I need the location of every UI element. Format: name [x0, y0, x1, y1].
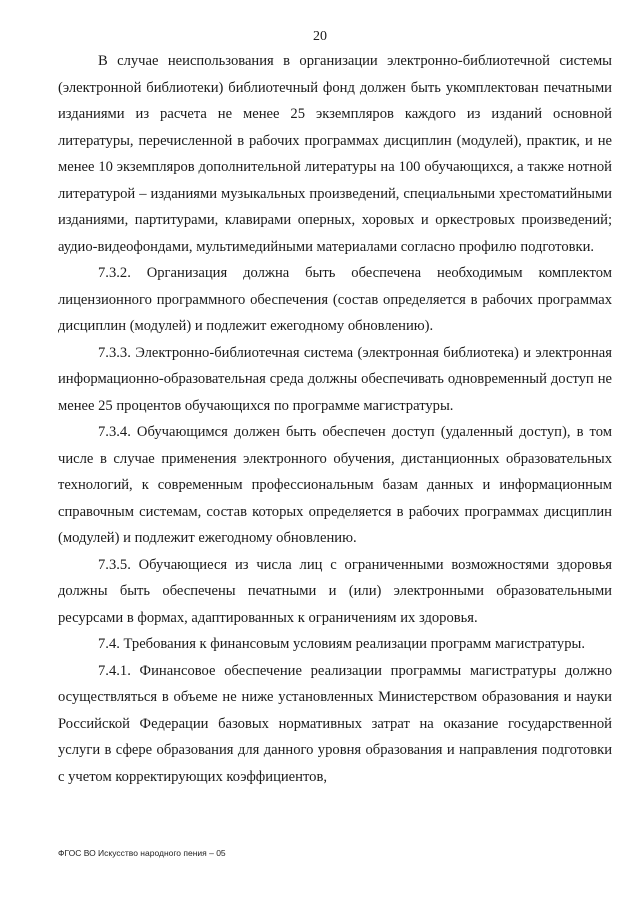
- paragraph-library-fund: В случае неиспользования в организации электронно-библиотечной системы (электронной библиотеки) библиотечный фонд должен быть укомплектован печатными изданиями из расчета не менее 25 экземпляров каждого из изданий основной литературы, перечисленной в рабочих программах дисциплин (модулей), практик, и не менее 10 экземпляров дополнительной литературы на 100 обучающихся, а также нотной литературой – изданиями музыкальных произведений, специальными хрестоматийными изданиями, партитурами, клавирами оперных, хоровых и оркестровых произведений; аудио-видеофондами, мультимедийными материалами согласно профилю подготовки.: [58, 53, 612, 255]
- section-heading-7-4: 7.4. Требования к финансовым условиям реализации программ магистратуры.: [98, 636, 585, 652]
- paragraph-7-3-2: 7.3.2. Организация должна быть обеспечена необходимым комплектом лицензионного программного обеспечения (состав определяется в рабочих программах дисциплин (модулей) и подлежит ежегодному обновлению).: [58, 265, 612, 334]
- paragraph-7-3-3: 7.3.3. Электронно-библиотечная система (электронная библиотека) и электронная информационно-образовательная среда должны обеспечивать одновременный доступ не менее 25 процентов обучающихся по программе магистратуры.: [58, 344, 612, 414]
- document-footer: ФГОС ВО Искусство народного пения – 05: [58, 848, 226, 858]
- paragraph-7-4-1: 7.4.1. Финансовое обеспечение реализации программы магистратуры должно осуществляться в объеме не ниже установленных Министерством образования и науки Российской Федерации базовых нормативных затрат на оказание государственной услуги в сфере образования для данного уровня образования и направления подготовки с учетом корректирующих коэффициентов,: [58, 662, 612, 785]
- document-body: [58, 48, 612, 790]
- paragraph-7-3-5: 7.3.5. Обучающиеся из числа лиц с ограниченными возможностями здоровья должны быть обеспечены печатными и (или) электронными образовательными ресурсами в формах, адаптированных к ограничениям их здоровья.: [58, 556, 612, 626]
- page-number: 20: [313, 29, 327, 44]
- paragraph-7-3-4: 7.3.4. Обучающимся должен быть обеспечен доступ (удаленный доступ), в том числе в случае применения электронного обучения, дистанционных образовательных технологий, к современным профессиональным базам данных и информационным справочным системам, состав которых определяется в рабочих программах дисциплин (модулей) и подлежит ежегодному обновлению.: [58, 424, 612, 546]
